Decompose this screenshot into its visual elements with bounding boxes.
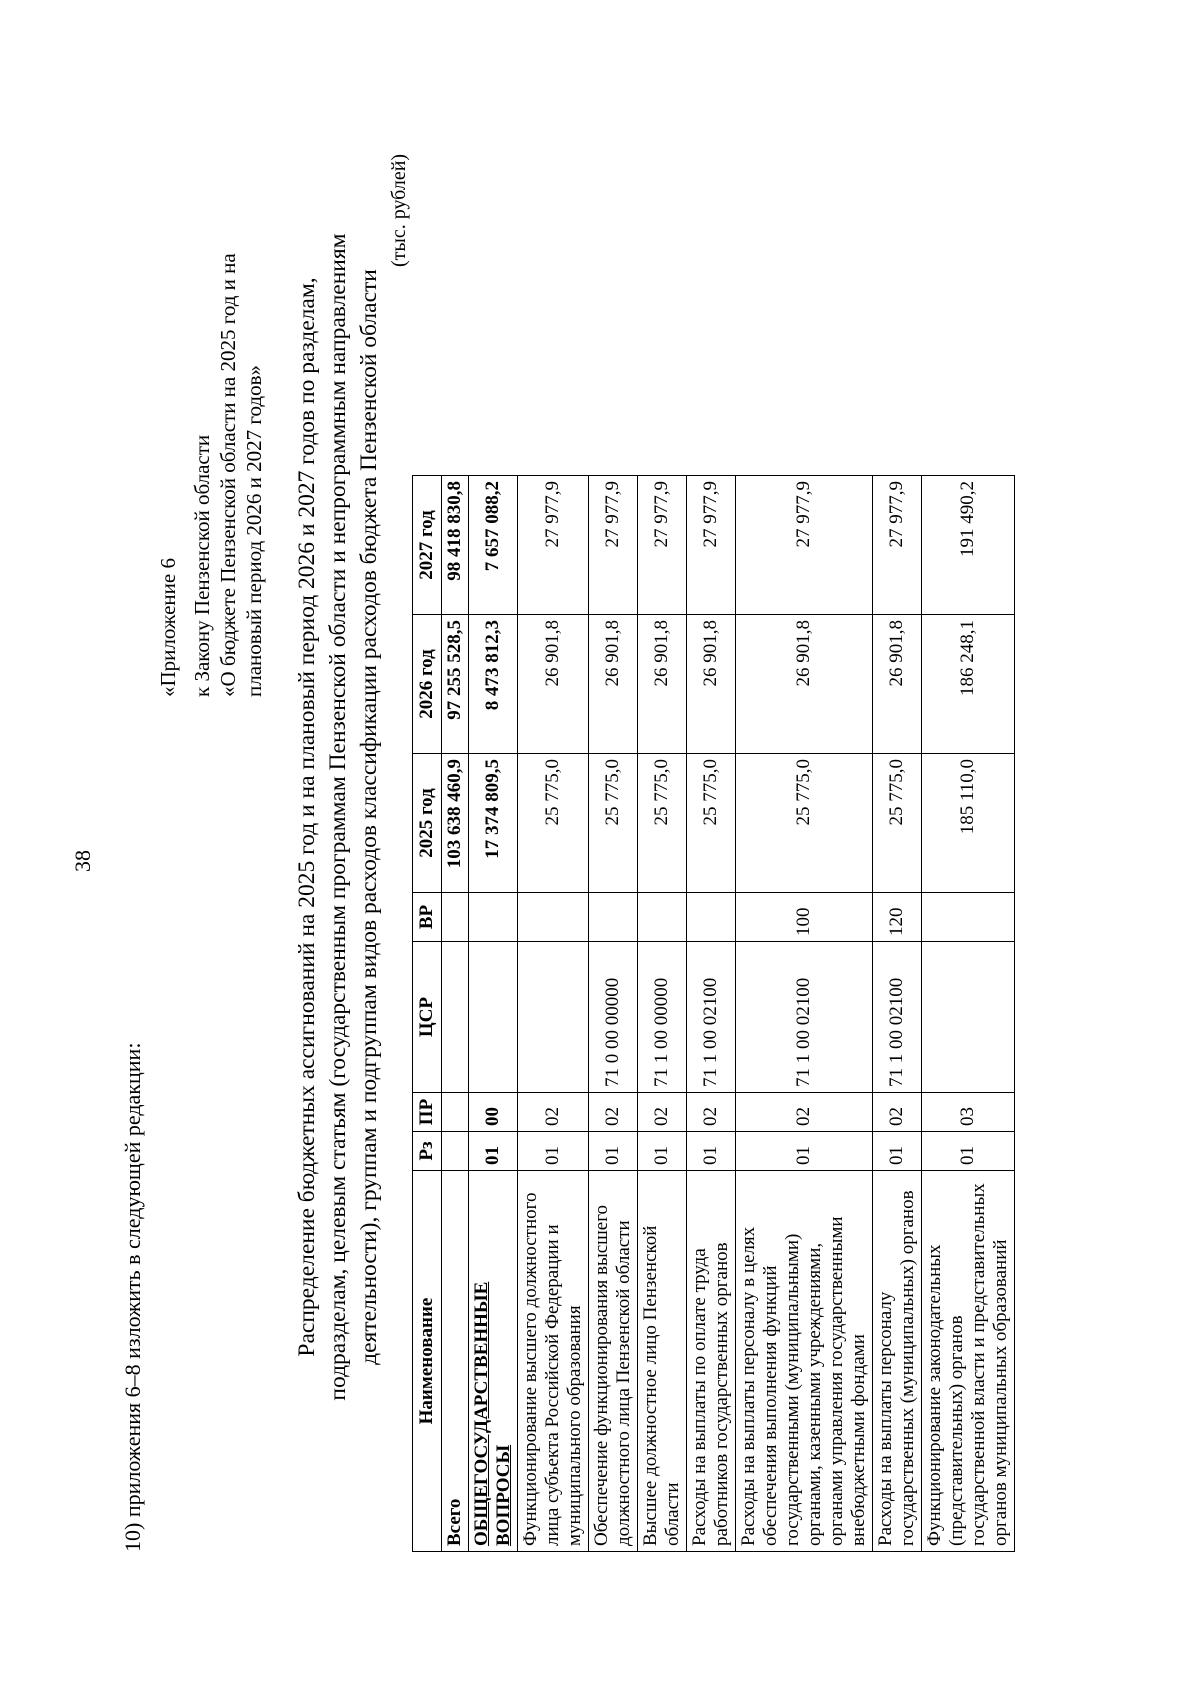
row-csr: 71 1 00 02100 xyxy=(873,942,922,1093)
row-2027: 27 977,9 xyxy=(518,476,589,615)
row-name: Всего xyxy=(442,1171,469,1552)
row-rz: 01 xyxy=(922,1132,1015,1171)
row-rz: 01 xyxy=(736,1132,873,1171)
appendix-label: «Приложение 6 xyxy=(156,558,180,697)
row-2025: 17 374 809,5 xyxy=(469,754,518,893)
table-header-row xyxy=(413,476,442,1552)
header-2027: 2027 год xyxy=(413,476,442,615)
row-vr xyxy=(589,893,638,942)
row-2027: 27 977,9 xyxy=(873,476,922,615)
row-2027: 191 490,2 xyxy=(922,476,1015,615)
appendix-law-title: «О бюджете Пензенской области на 2025 год и на xyxy=(216,253,240,697)
row-csr: 71 0 00 00000 xyxy=(589,942,638,1093)
row-name: Расходы на выплаты персоналу государственных (муниципальных) органов xyxy=(873,1171,922,1552)
row-2027: 27 977,9 xyxy=(589,476,638,615)
header-2026: 2026 год xyxy=(413,615,442,754)
row-2027: 27 977,9 xyxy=(687,476,736,615)
row-2026: 26 901,8 xyxy=(736,615,873,754)
row-vr xyxy=(638,893,687,942)
appendix-law-period: плановый период 2026 и 2027 годов» xyxy=(242,365,266,697)
row-name: Обеспечение функционирования высшего должностного лица Пензенской области xyxy=(589,1171,638,1552)
row-rz: 01 xyxy=(687,1132,736,1171)
row-pr: 02 xyxy=(589,1093,638,1132)
row-2025: 25 775,0 xyxy=(638,754,687,893)
row-name: Функционирование законодательных (представительных) органов государственной власти и представительных органов муниципальных образований xyxy=(922,1171,1015,1552)
header-2025: 2025 год xyxy=(413,754,442,893)
row-vr xyxy=(518,893,589,942)
title-line-2: подразделам, целевым статьям (государственным программам Пензенской области и непрограммным направлениям xyxy=(325,233,351,1401)
row-csr xyxy=(922,942,1015,1093)
row-2025: 25 775,0 xyxy=(518,754,589,893)
row-pr: 02 xyxy=(873,1093,922,1132)
row-vr xyxy=(442,893,469,942)
row-pr: 02 xyxy=(518,1093,589,1132)
row-csr xyxy=(469,942,518,1093)
table-row xyxy=(736,476,873,1552)
row-vr xyxy=(922,893,1015,942)
title-line-3: деятельности), группам и подгруппам видов расходов классификации расходов бюджета Пензенской области xyxy=(356,269,382,1365)
row-2027: 27 977,9 xyxy=(638,476,687,615)
table-row xyxy=(873,476,922,1552)
row-2027: 7 657 088,2 xyxy=(469,476,518,615)
row-2027: 27 977,9 xyxy=(736,476,873,615)
appendix-header xyxy=(155,253,267,697)
table-row xyxy=(638,476,687,1552)
row-name: Расходы на выплаты по оплате труда работников государственных органов xyxy=(687,1171,736,1552)
row-vr xyxy=(469,893,518,942)
row-csr: 71 1 00 00000 xyxy=(638,942,687,1093)
row-rz: 01 xyxy=(638,1132,687,1171)
unit-label: (тыс. рублей) xyxy=(388,153,410,267)
row-2025: 103 638 460,9 xyxy=(442,754,469,893)
row-pr: 02 xyxy=(736,1093,873,1132)
row-name: Расходы на выплаты персоналу в целях обеспечения выполнения функций государственными (муниципальными) органами, казенными учреждениями, органами управления государственными внебюджетными фондами xyxy=(736,1171,873,1552)
header-vr: ВР xyxy=(413,893,442,942)
table-row xyxy=(922,476,1015,1552)
row-rz: 01 xyxy=(873,1132,922,1171)
row-pr: 03 xyxy=(922,1093,1015,1132)
row-2025: 25 775,0 xyxy=(873,754,922,893)
row-csr: 71 1 00 02100 xyxy=(736,942,873,1093)
row-2026: 8 473 812,3 xyxy=(469,615,518,754)
row-name: ОБЩЕГОСУДАРСТВЕННЫЕ ВОПРОСЫ xyxy=(469,1171,518,1552)
row-csr xyxy=(518,942,589,1093)
row-pr: 02 xyxy=(687,1093,736,1132)
table-row xyxy=(518,476,589,1552)
row-2026: 26 901,8 xyxy=(589,615,638,754)
row-pr: 00 xyxy=(469,1093,518,1132)
row-2026: 97 255 528,5 xyxy=(442,615,469,754)
row-rz: 01 xyxy=(589,1132,638,1171)
header-csr: ЦСР xyxy=(413,942,442,1093)
row-vr: 100 xyxy=(736,893,873,942)
row-pr xyxy=(442,1093,469,1132)
title-line-1: Распределение бюджетных ассигнований на 2025 год и на плановый период 2026 и 2027 годов по разделам, xyxy=(294,277,320,1357)
row-csr: 71 1 00 02100 xyxy=(687,942,736,1093)
row-rz: 01 xyxy=(518,1132,589,1171)
row-rz xyxy=(442,1132,469,1171)
table-row xyxy=(589,476,638,1552)
row-2026: 26 901,8 xyxy=(873,615,922,754)
row-2026: 26 901,8 xyxy=(518,615,589,754)
row-name: Высшее должностное лицо Пензенской области xyxy=(638,1171,687,1552)
row-2025: 185 110,0 xyxy=(922,754,1015,893)
row-pr: 02 xyxy=(638,1093,687,1132)
row-2026: 26 901,8 xyxy=(638,615,687,754)
table-row xyxy=(469,476,518,1552)
row-rz: 01 xyxy=(469,1132,518,1171)
table-row xyxy=(442,476,469,1552)
intro-text: 10) приложения 6–8 изложить в следующей редакции: xyxy=(120,1042,145,1552)
header-rz: Рз xyxy=(413,1132,442,1171)
row-vr: 120 xyxy=(873,893,922,942)
row-csr xyxy=(442,942,469,1093)
budget-table xyxy=(412,475,1015,1552)
row-2025: 25 775,0 xyxy=(687,754,736,893)
appendix-law: к Закону Пензенской области xyxy=(190,434,214,697)
row-2026: 26 901,8 xyxy=(687,615,736,754)
row-2026: 186 248,1 xyxy=(922,615,1015,754)
row-2025: 25 775,0 xyxy=(736,754,873,893)
page-number: 38 xyxy=(70,850,95,872)
header-name: Наименование xyxy=(413,1171,442,1552)
row-2027: 98 418 830,8 xyxy=(442,476,469,615)
row-name: Функционирование высшего должностного лица субъекта Российской Федерации и муниципального образования xyxy=(518,1171,589,1552)
row-vr xyxy=(687,893,736,942)
row-2025: 25 775,0 xyxy=(589,754,638,893)
table-row xyxy=(687,476,736,1552)
header-pr: ПР xyxy=(413,1093,442,1132)
document-title xyxy=(292,167,385,1467)
